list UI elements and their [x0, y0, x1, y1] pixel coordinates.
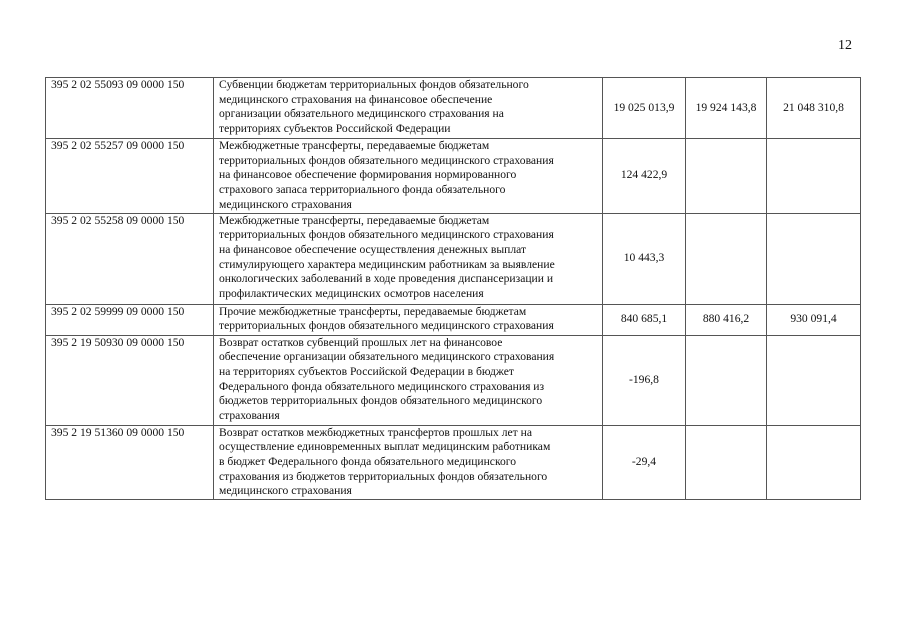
description-line: Межбюджетные трансферты, передаваемые бюджетам [219, 139, 490, 152]
budget-code: 395 2 19 50930 09 0000 150 [46, 335, 214, 425]
description [214, 213, 603, 304]
table-row [46, 304, 861, 335]
description-line: страхового запаса территориального фонда обязательного [219, 183, 506, 197]
description-line: Федерального фонда обязательного медицинского страхования из [219, 379, 545, 393]
budget-code: 395 2 02 55258 09 0000 150 [46, 213, 214, 304]
description-line: территориальных фондов обязательного медицинского страхования [219, 228, 554, 242]
amount-year-1: 840 685,1 [603, 304, 686, 335]
description-line: территориальных фондов обязательного медицинского страхования [219, 153, 554, 167]
amount-year-3 [767, 335, 861, 425]
table-row [46, 139, 861, 214]
amount-year-3: 21 048 310,8 [767, 78, 861, 139]
amount-year-2: 19 924 143,8 [686, 78, 767, 139]
description [214, 139, 603, 214]
description-line: медицинского страхования [219, 197, 352, 211]
amount-year-3 [767, 425, 861, 500]
description-line: онкологических заболеваний в ходе проведения диспансеризации и [219, 272, 554, 286]
table-row [46, 335, 861, 425]
amount-year-3 [767, 139, 861, 214]
description-line: на территориях субъектов Российской Федерации в бюджет [219, 364, 514, 378]
table-row [46, 213, 861, 304]
page-number: 12 [838, 38, 852, 53]
description-line: территориальных фондов обязательного медицинского страхования [219, 319, 554, 333]
description-line: Субвенции бюджетам территориальных фондов обязательного [219, 78, 529, 91]
description-line: Прочие межбюджетные трансферты, передаваемые бюджетам [219, 304, 527, 318]
amount-year-1: 10 443,3 [603, 213, 686, 304]
amount-year-3: 930 091,4 [767, 304, 861, 335]
description-line: организации обязательного медицинского страхования на [219, 107, 504, 121]
amount-year-1: 19 025 013,9 [603, 78, 686, 139]
description [214, 425, 603, 500]
table-row [46, 425, 861, 500]
description-line: профилактических медицинских осмотров населения [219, 287, 484, 301]
description-line: в бюджет Федерального фонда обязательного медицинского [219, 454, 517, 468]
description-line: стимулирующего характера медицинским работникам за выявление [219, 257, 555, 271]
description-line: Межбюджетные трансферты, передаваемые бюджетам [219, 213, 490, 227]
budget-code: 395 2 19 51360 09 0000 150 [46, 425, 214, 500]
amount-year-1: 124 422,9 [603, 139, 686, 214]
amount-year-2 [686, 213, 767, 304]
description-line: осуществление единовременных выплат медицинским работникам [219, 440, 551, 454]
description [214, 304, 603, 335]
budget-code: 395 2 02 55093 09 0000 150 [46, 78, 214, 139]
table-row [46, 78, 861, 139]
amount-year-1: -29,4 [603, 425, 686, 500]
description-line: на финансовое обеспечение осуществления денежных выплат [219, 242, 527, 256]
description-line: на финансовое обеспечение формирования нормированного [219, 168, 517, 182]
budget-table [45, 77, 861, 500]
budget-code: 395 2 02 59999 09 0000 150 [46, 304, 214, 335]
amount-year-3 [767, 213, 861, 304]
description-line: медицинского страхования на финансовое обеспечение [219, 92, 493, 106]
budget-code: 395 2 02 55257 09 0000 150 [46, 139, 214, 214]
description [214, 335, 603, 425]
description-line: страхования [219, 409, 280, 423]
amount-year-1: -196,8 [603, 335, 686, 425]
amount-year-2 [686, 425, 767, 500]
description-line: страхования из бюджетов территориальных фондов обязательного [219, 469, 548, 483]
description-line: бюджетов территориальных фондов обязательного медицинского [219, 394, 543, 408]
description-line: Возврат остатков межбюджетных трансфертов прошлых лет на [219, 425, 532, 439]
amount-year-2: 880 416,2 [686, 304, 767, 335]
description [214, 78, 603, 139]
amount-year-2 [686, 139, 767, 214]
description-line: территориях субъектов Российской Федерации [219, 122, 451, 136]
description-line: медицинского страхования [219, 484, 352, 498]
description-line: обеспечение организации обязательного медицинского страхования [219, 350, 555, 364]
amount-year-2 [686, 335, 767, 425]
description-line: Возврат остатков субвенций прошлых лет на финансовое [219, 335, 503, 349]
